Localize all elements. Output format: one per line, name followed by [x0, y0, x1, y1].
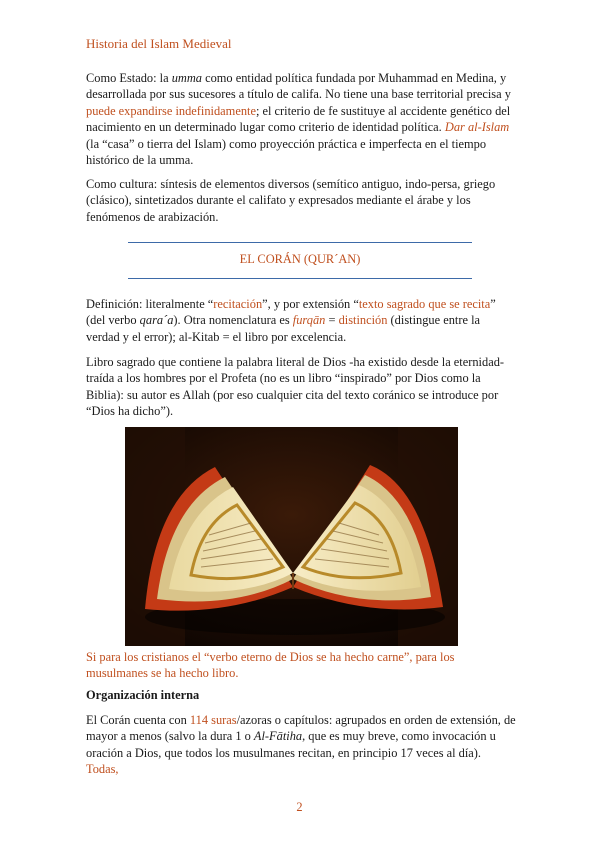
term-qaraa: qara´a	[139, 313, 174, 328]
image-caption: Si para los cristianos el “verbo eterno de Dios se ha hecho carne”, para los musulmanes se ha hecho libro.	[86, 650, 455, 681]
text-run: (distingue entre la verdad y el error); al-Kitab = el libro por excelencia.	[86, 313, 481, 344]
text-run: Como Estado: la	[86, 71, 172, 85]
highlight-114-suras: 114 suras	[189, 713, 237, 727]
highlight-furqan: furqān	[292, 313, 326, 328]
highlight-texto-sagrado: texto sagrado que se recita	[358, 297, 491, 311]
text-run: , que es muy breve, como invocación u oración a Dios, que todos los musulmanes recitan, en principio 17 veces al día).	[86, 729, 496, 760]
paragraph-suras	[86, 712, 516, 778]
section-title: EL CORÁN (QUR´AN)	[239, 252, 361, 266]
text-run: (la “casa” o tierra del Islam) como proyección práctica e imperfecta en el tiempo histórico de la umma.	[86, 136, 487, 168]
highlight-recitacion: recitación	[213, 297, 263, 311]
section-rule-bottom	[128, 278, 472, 279]
text-run: como entidad política fundada por Muhammad en Medina, y desarrollada por sus sucesores a título de califa. No tiene una base territorial precisa y	[86, 71, 511, 102]
page-number: 2	[296, 800, 303, 814]
text-run: ; el criterio de fe sustituye al accidente genético del nacimiento en un determinado lugar como criterio de identidad política.	[86, 103, 511, 135]
text-run: ”, y por extensión “	[262, 297, 359, 311]
subheading-organizacion: Organización interna	[86, 688, 200, 702]
quran-illustration	[125, 427, 458, 646]
paragraph-definicion	[86, 296, 516, 345]
highlight-todas: Todas,	[86, 762, 119, 777]
text-run: Definición: literalmente “	[86, 297, 214, 311]
open-quran-photo	[125, 427, 458, 646]
paragraph-cultura: Como cultura: síntesis de elementos diversos (semítico antiguo, indo-persa, griego (clásico), sintetizados durante el califato y expresados mediante el árabe y los fenómenos de arabización.	[86, 177, 496, 224]
section-rule-top	[128, 242, 472, 243]
paragraph-estado	[86, 70, 516, 168]
highlight-expandirse: puede expandirse indefinidamente	[86, 103, 256, 118]
text-run: =	[325, 313, 339, 328]
term-umma: umma	[171, 71, 202, 85]
text-run: ). Otra nomenclatura es	[173, 313, 293, 328]
highlight-distincion: distinción	[338, 313, 388, 328]
running-header: Historia del Islam Medieval	[86, 36, 232, 51]
text-run: /azoras o capítulos: agrupados en orden de extensión, de mayor a menos (salvo la dura 1 o	[86, 713, 516, 744]
text-run: El Corán cuenta con	[86, 713, 190, 727]
term-al-fatiha: Al-Fātiha	[253, 729, 303, 744]
highlight-dar-al-islam: Dar al-Islam	[444, 120, 510, 135]
paragraph-libro-sagrado: Libro sagrado que contiene la palabra literal de Dios -ha existido desde la eternidad- traída a los hombres por el Profeta (no es un libro “inspirado” por Dios como la Biblia): su autor es Allah (por eso cualquier cita del texto coránico se introduce por “Dios ha dicho”).	[86, 355, 505, 419]
text-run: ” (del verbo	[86, 297, 496, 328]
